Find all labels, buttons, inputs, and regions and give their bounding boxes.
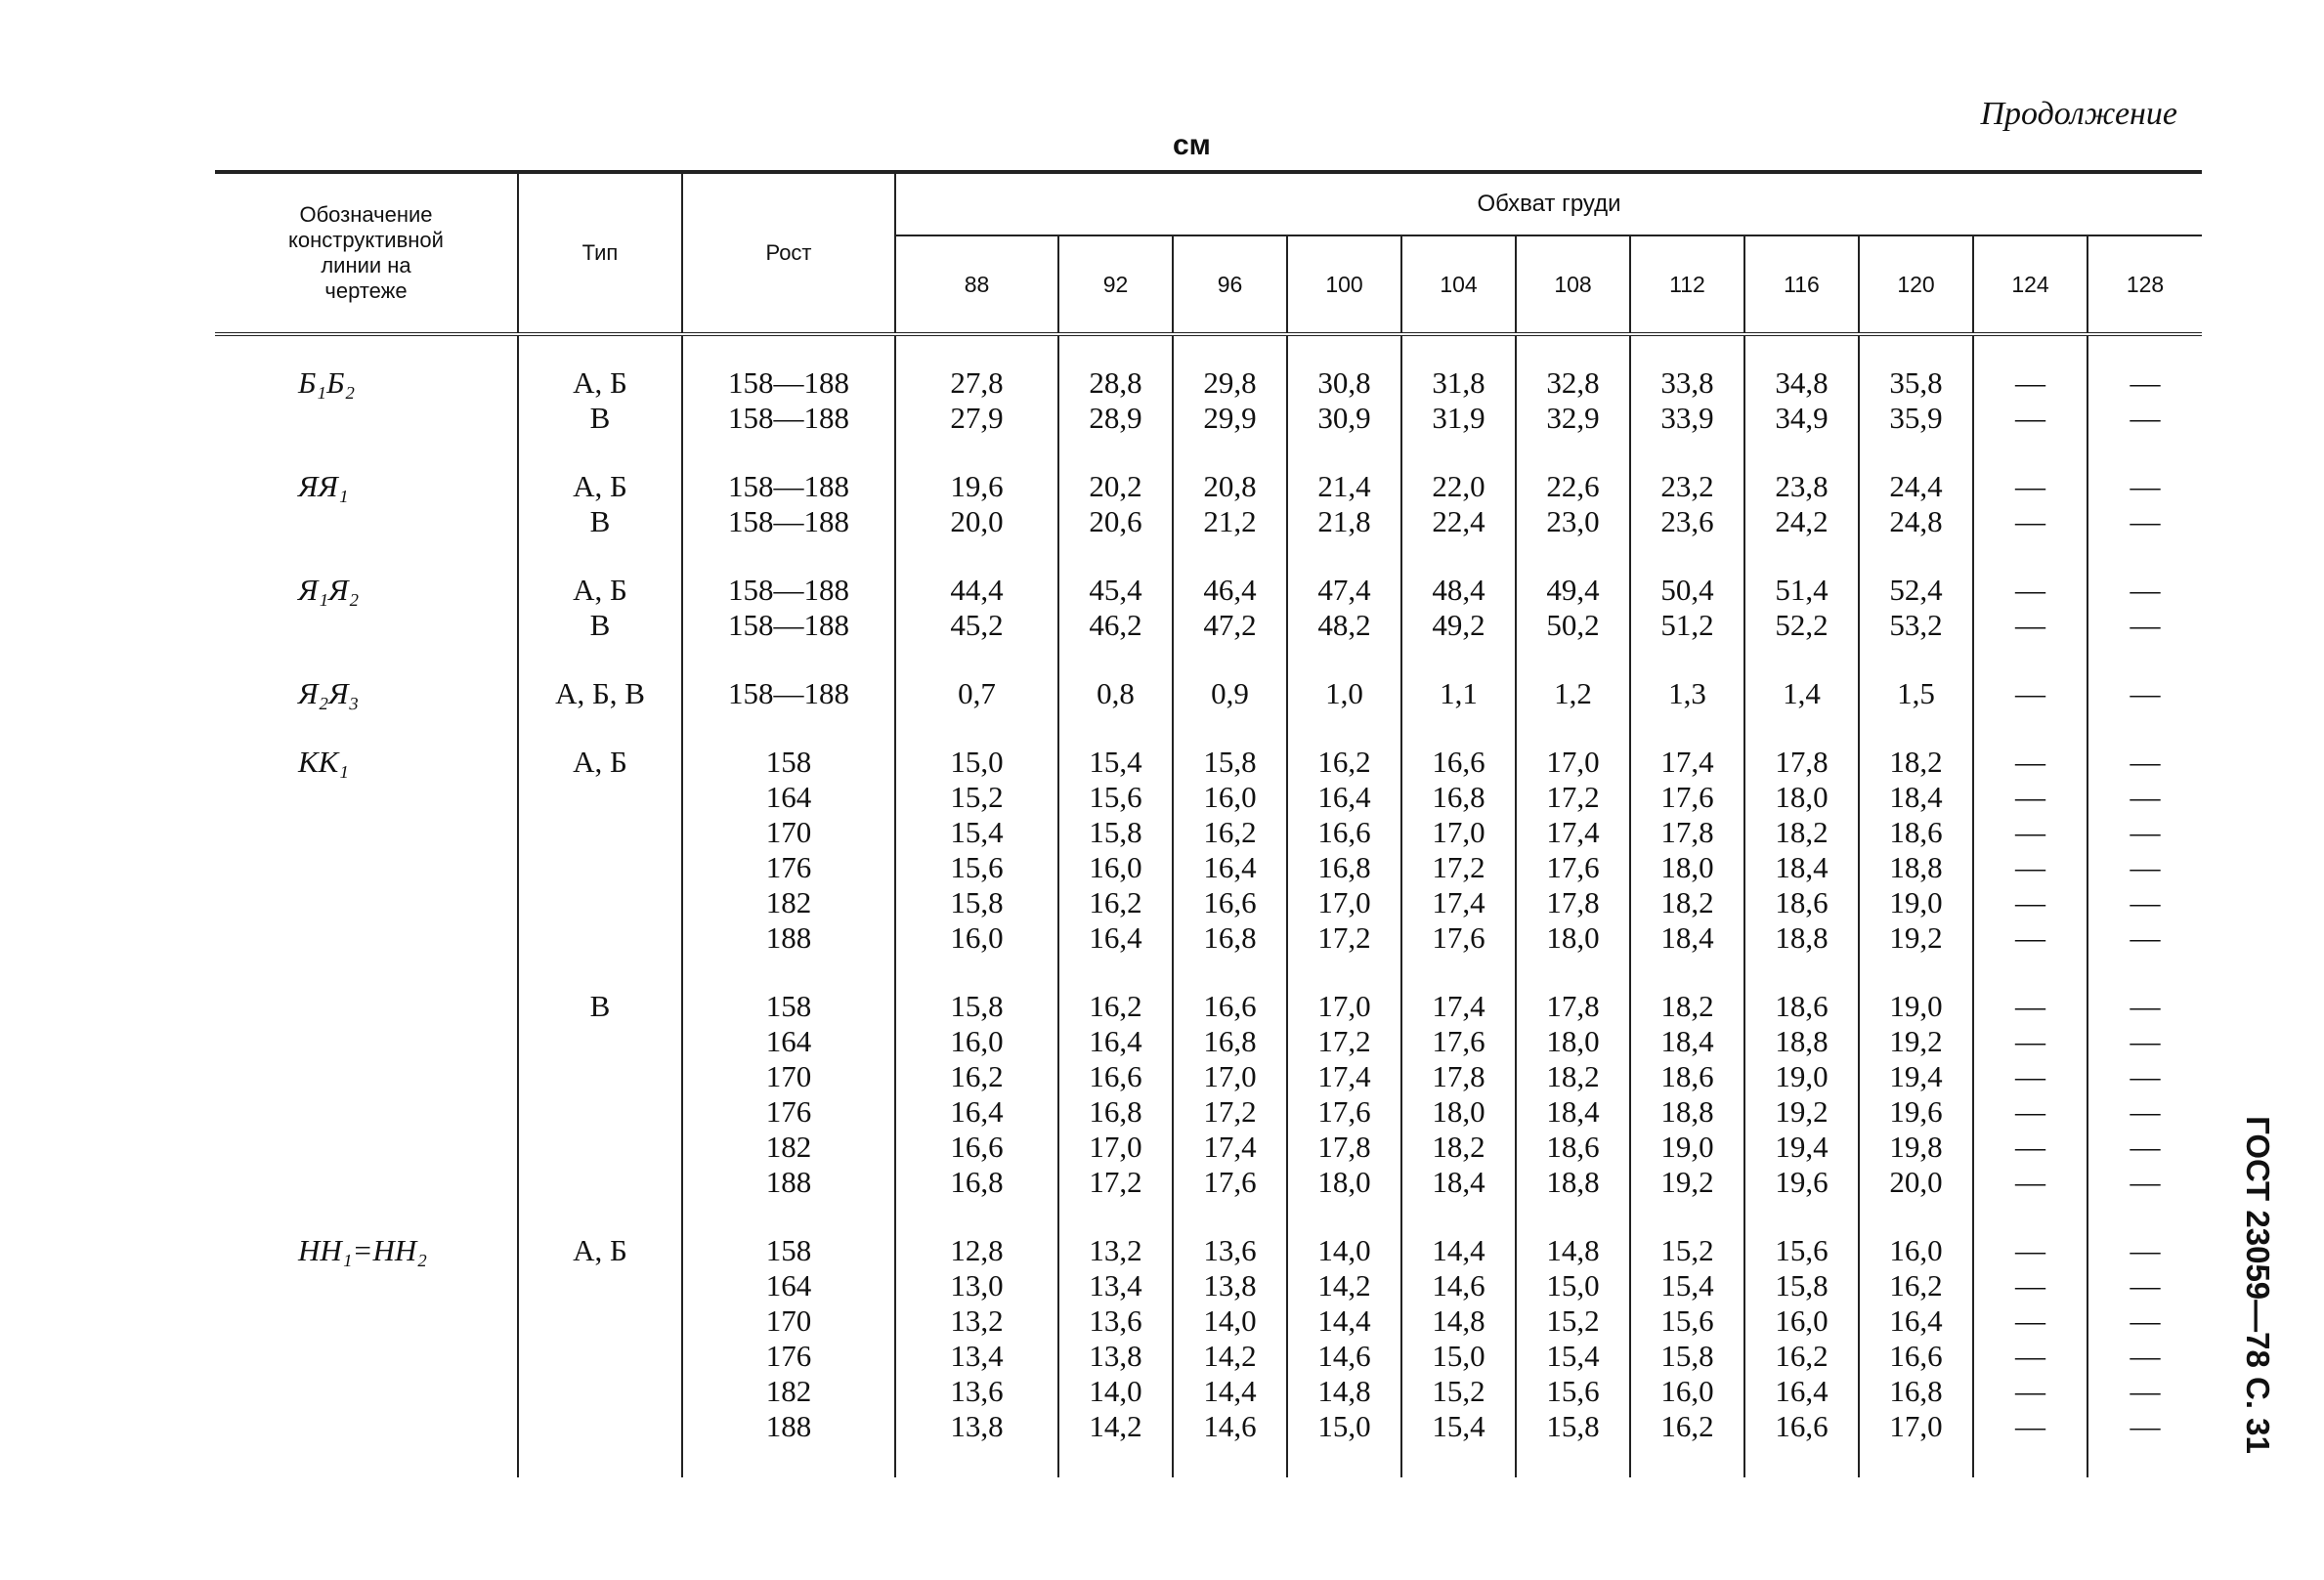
header-chest-size: 124 xyxy=(1973,235,2087,334)
measurement-value: 22,6 23,0 xyxy=(1516,469,1630,573)
line-designation xyxy=(215,989,518,1233)
header-type: Тип xyxy=(518,172,682,334)
measurement-value: 16,2 16,4 16,6 16,8 17,0 17,2 xyxy=(1058,989,1173,1233)
measurement-value: 31,8 31,9 xyxy=(1401,334,1516,469)
header-designation: Обозначение конструктивной линии на чертеже xyxy=(215,172,518,334)
header-chest-size: 108 xyxy=(1516,235,1630,334)
line-designation: Б₁Б₂ xyxy=(298,365,356,400)
measurement-value: — — xyxy=(1973,334,2087,469)
measurement-value: — — xyxy=(1973,573,2087,676)
measurement-value: 12,8 13,0 13,2 13,4 13,6 13,8 xyxy=(895,1233,1058,1477)
height-range: 158—188 xyxy=(682,676,895,745)
measurement-value: 35,8 35,9 xyxy=(1859,334,1973,469)
measurement-value: 27,8 27,9 xyxy=(895,334,1058,469)
table-row xyxy=(215,676,2202,745)
measurement-value: 17,0 17,2 17,4 17,6 17,8 18,0 xyxy=(1287,989,1401,1233)
height-range: 158—188 158—188 xyxy=(682,469,895,573)
height-range: 158—188 158—188 xyxy=(682,573,895,676)
measurement-value: 14,0 14,2 14,4 14,6 14,8 15,0 xyxy=(1287,1233,1401,1477)
figure-type: А, Б В xyxy=(518,573,682,676)
header-chest-size: 112 xyxy=(1630,235,1744,334)
measurement-value: 15,2 15,4 15,6 15,8 16,0 16,2 xyxy=(1630,1233,1744,1477)
table-row xyxy=(215,745,2202,989)
figure-type: А, Б xyxy=(518,745,682,989)
table-row xyxy=(215,573,2202,676)
table-row xyxy=(215,1233,2202,1477)
measurement-value: 1,4 xyxy=(1744,676,1859,745)
measurement-value: — xyxy=(1973,676,2087,745)
measurement-value: 18,2 18,4 18,6 18,8 19,0 19,2 xyxy=(1630,989,1744,1233)
measurement-value: 1,5 xyxy=(1859,676,1973,745)
line-designation: НН₁=НН₂ xyxy=(298,1233,428,1267)
measurement-value: — xyxy=(2087,676,2202,745)
line-designation: Я₁Я₂ xyxy=(298,573,360,607)
measurement-value: 14,4 14,6 14,8 15,0 15,2 15,4 xyxy=(1401,1233,1516,1477)
figure-type: А, Б В xyxy=(518,469,682,573)
measurement-value: 1,3 xyxy=(1630,676,1744,745)
header-height: Рост xyxy=(682,172,895,334)
measurement-value: 18,6 18,8 19,0 19,2 19,4 19,6 xyxy=(1744,989,1859,1233)
standard-page-code-text: ГОСТ 23059—78 С. 31 xyxy=(2240,1116,2276,1454)
measurement-value: — — — — — — xyxy=(1973,1233,2087,1477)
measurement-value: 47,4 48,2 xyxy=(1287,573,1401,676)
measurement-value: 17,8 18,0 18,2 18,4 18,6 18,8 xyxy=(1744,745,1859,989)
measurement-value: 1,2 xyxy=(1516,676,1630,745)
table-body xyxy=(215,334,2202,1477)
header-chest-size: 100 xyxy=(1287,235,1401,334)
header-chest-size: 128 xyxy=(2087,235,2202,334)
measurement-value: 0,8 xyxy=(1058,676,1173,745)
table-row xyxy=(215,334,2202,469)
measurement-value: 23,8 24,2 xyxy=(1744,469,1859,573)
measurement-value: 46,4 47,2 xyxy=(1173,573,1287,676)
continuation-label: Продолжение xyxy=(1980,96,2177,132)
measurement-value: 16,6 16,8 17,0 17,2 17,4 17,6 xyxy=(1401,745,1516,989)
measurement-value: 20,2 20,6 xyxy=(1058,469,1173,573)
measurement-value: 13,6 13,8 14,0 14,2 14,4 14,6 xyxy=(1173,1233,1287,1477)
measurement-value: — — xyxy=(2087,469,2202,573)
measurement-value: — — — — — — xyxy=(2087,745,2202,989)
measurement-value: 22,0 22,4 xyxy=(1401,469,1516,573)
standard-page-code xyxy=(2238,1089,2277,1480)
measurements-table xyxy=(215,170,2202,1477)
measurement-value: 14,8 15,0 15,2 15,4 15,6 15,8 xyxy=(1516,1233,1630,1477)
table-row xyxy=(215,989,2202,1233)
measurement-value: 15,0 15,2 15,4 15,6 15,8 16,0 xyxy=(895,745,1058,989)
measurement-value: 30,8 30,9 xyxy=(1287,334,1401,469)
measurement-value: 19,6 20,0 xyxy=(895,469,1058,573)
measurement-value: 48,4 49,2 xyxy=(1401,573,1516,676)
header-chest-size: 120 xyxy=(1859,235,1973,334)
line-designation: ЯЯ₁ xyxy=(298,469,349,503)
line-designation: Я₂Я₃ xyxy=(298,676,360,710)
measurement-value: 17,4 17,6 17,8 18,0 18,2 18,4 xyxy=(1401,989,1516,1233)
measurement-value: 51,4 52,2 xyxy=(1744,573,1859,676)
measurement-value: 20,8 21,2 xyxy=(1173,469,1287,573)
header-chest-size: 116 xyxy=(1744,235,1859,334)
height-range: 158 164 170 176 182 188 xyxy=(682,745,895,989)
measurement-value: — — — — — — xyxy=(2087,1233,2202,1477)
header-chest-size: 92 xyxy=(1058,235,1173,334)
measurement-value: 16,0 16,2 16,4 16,6 16,8 17,0 xyxy=(1859,1233,1973,1477)
measurement-value: — — — — — — xyxy=(1973,989,2087,1233)
measurement-value: 49,4 50,2 xyxy=(1516,573,1630,676)
measurement-value: 1,1 xyxy=(1401,676,1516,745)
measurement-value: 52,4 53,2 xyxy=(1859,573,1973,676)
measurement-value: 23,2 23,6 xyxy=(1630,469,1744,573)
height-range: 158 164 170 176 182 188 xyxy=(682,1233,895,1477)
header-chest-group: Обхват груди xyxy=(895,172,2202,235)
measurement-value: 29,8 29,9 xyxy=(1173,334,1287,469)
measurement-value: 19,0 19,2 19,4 19,6 19,8 20,0 xyxy=(1859,989,1973,1233)
measurement-value: 18,2 18,4 18,6 18,8 19,0 19,2 xyxy=(1859,745,1973,989)
measurement-value: 15,6 15,8 16,0 16,2 16,4 16,6 xyxy=(1744,1233,1859,1477)
measurement-value: 24,4 24,8 xyxy=(1859,469,1973,573)
measurement-value: 50,4 51,2 xyxy=(1630,573,1744,676)
measurement-value: — — xyxy=(1973,469,2087,573)
measurement-value: 28,8 28,9 xyxy=(1058,334,1173,469)
measurement-value: 13,2 13,4 13,6 13,8 14,0 14,2 xyxy=(1058,1233,1173,1477)
measurement-value: 21,4 21,8 xyxy=(1287,469,1401,573)
measurement-value: 45,4 46,2 xyxy=(1058,573,1173,676)
measurement-value: 44,4 45,2 xyxy=(895,573,1058,676)
figure-type: А, Б, В xyxy=(518,676,682,745)
unit-label: см xyxy=(1173,129,1211,161)
header-chest-size: 104 xyxy=(1401,235,1516,334)
header-chest-size: 88 xyxy=(895,235,1058,334)
measurement-value: — — xyxy=(2087,573,2202,676)
height-range: 158 164 170 176 182 188 xyxy=(682,989,895,1233)
figure-type: В xyxy=(518,989,682,1233)
measurement-value: 15,4 15,6 15,8 16,0 16,2 16,4 xyxy=(1058,745,1173,989)
measurement-value: 1,0 xyxy=(1287,676,1401,745)
line-designation: КК₁ xyxy=(298,745,349,779)
measurement-value: 34,8 34,9 xyxy=(1744,334,1859,469)
measurement-value: 0,7 xyxy=(895,676,1058,745)
measurement-value: — — xyxy=(2087,334,2202,469)
measurement-value: 15,8 16,0 16,2 16,4 16,6 16,8 xyxy=(1173,745,1287,989)
measurement-value: 16,2 16,4 16,6 16,8 17,0 17,2 xyxy=(1287,745,1401,989)
measurement-value: 0,9 xyxy=(1173,676,1287,745)
measurement-value: 33,8 33,9 xyxy=(1630,334,1744,469)
measurement-value: 17,8 18,0 18,2 18,4 18,6 18,8 xyxy=(1516,989,1630,1233)
measurement-value: 15,8 16,0 16,2 16,4 16,6 16,8 xyxy=(895,989,1058,1233)
measurement-value: — — — — — — xyxy=(1973,745,2087,989)
height-range: 158—188 158—188 xyxy=(682,334,895,469)
measurement-value: 17,0 17,2 17,4 17,6 17,8 18,0 xyxy=(1516,745,1630,989)
figure-type: А, Б В xyxy=(518,334,682,469)
figure-type: А, Б xyxy=(518,1233,682,1477)
measurement-value: 16,6 16,8 17,0 17,2 17,4 17,6 xyxy=(1173,989,1287,1233)
header-chest-size: 96 xyxy=(1173,235,1287,334)
measurement-value: 32,8 32,9 xyxy=(1516,334,1630,469)
measurement-value: 17,4 17,6 17,8 18,0 18,2 18,4 xyxy=(1630,745,1744,989)
measurement-value: — — — — — — xyxy=(2087,989,2202,1233)
table-row xyxy=(215,469,2202,573)
